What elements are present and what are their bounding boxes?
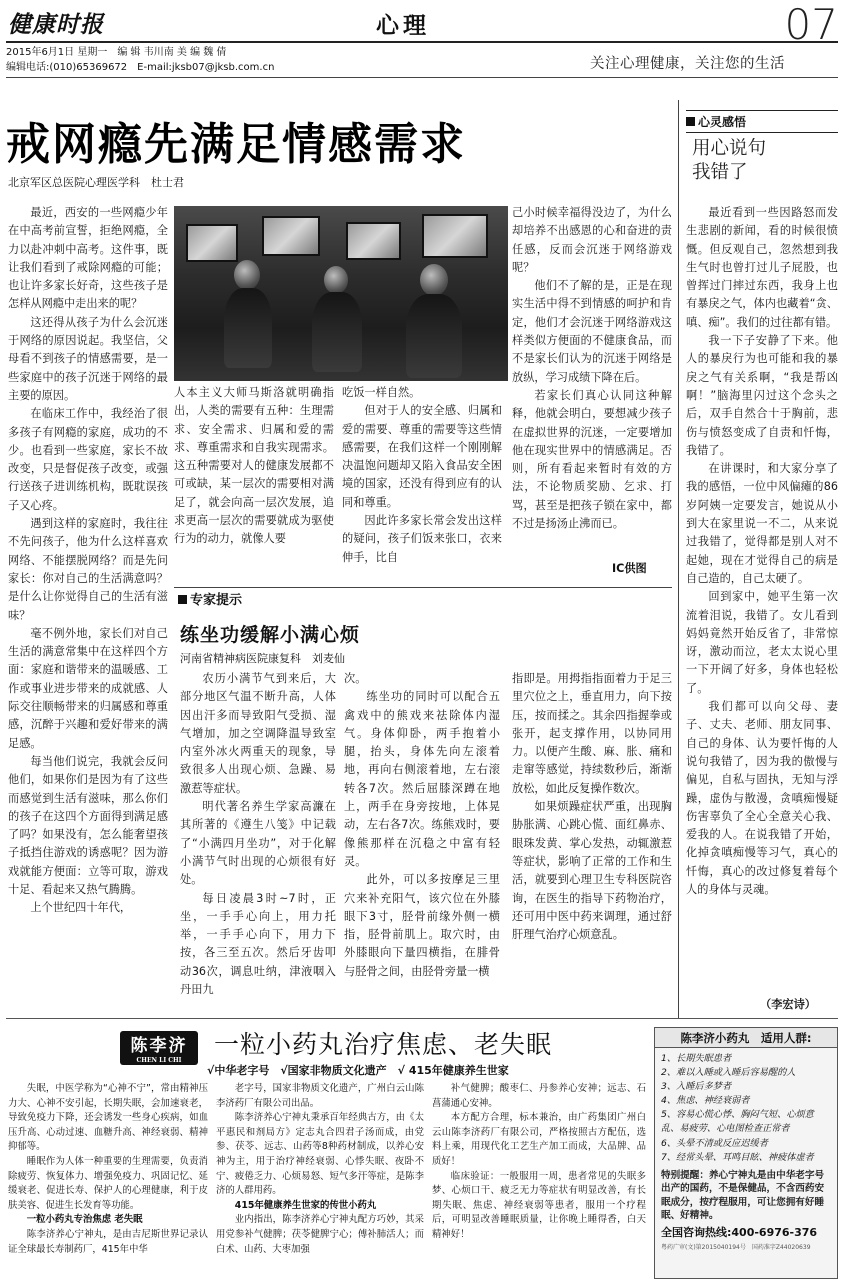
ad-column-1: 失眠，中医学称为“心神不宁”，常由精神压力大、心神不安引起，长期失眠，会加速衰老，导致免疫力下降，还会诱发一些身心疾病，如血压升高、心动过速、血糖升高、神经衰弱、精神抑郁等。 睡眠作为人体一种重要的生理需要，负责消除疲劳、恢复体力、增强免疫力、巩固记忆、延缓衰老、促进长寿、保护人的心理健康，利于皮肤美容、促进生长发育等功能。 一粒小药丸专治焦虑 老失眠 陈李济养心宁神丸，是由吉尼斯世界记录认证全球最长寿制药厂，415年中华 [8,1083,208,1255]
photo-credit: IC供图 [612,562,647,575]
editor-contact: 编辑电话:(010)65369672 E-mail:jksb07@jksb.com.cn [6,62,275,73]
tip-label: 专家提示 [178,589,242,608]
hotline: 全国咨询热线:400-6976-376 [661,1226,818,1240]
sidebar-body: 最近看到一些因路怒而发生悲剧的新闻，看的时候很愤慨。但反观自己，忽然想到我生气时也曾打过儿子屁股，也曾挥过门摔过东西，我身上也有暴戾之气，体内也藏着“贪、嗔、痴”。我们的过往都有错。 我一下子安静了下来。他人的暴戾行为也可能和我的暴戾之气有关系啊，“我是帮凶啊！”脑海里闪过这个念头之后，双手自然合十于胸前，悲伤与愤怒变成了自责和忏悔，我错了。 在讲课时，和大家分享了我的感悟，一位中风偏瘫的86岁阿姨一定要发言，她说从小到大在家里说一不二，从来说过我错了，觉得都是别人对不起她，现在才觉得自己的病是自己造的，自己太硬了。 回到家中，她平生第一次流着泪说，我错了。女儿看到妈妈竟然开始反省了，非常惊讶，激动而泣，老太太说心里一下开阔了好多，身体也轻松了。 我们都可以向父母、妻子、丈夫、老师、朋友同事、自己的身体、认为要忏悔的人说句我错了，因为我的傲慢与偏见，自私与固执，无知与浮躁，虚伪与散漫，贪嗔痴慢疑伤害辜负了全心全意关心我、爱我的人。在说我错了开始，化掉贪嗔痴慢等习气，真心的忏悔，真心的改过修复着每个人的身体与灵魂。 [686,206,838,896]
tip-rule [174,587,672,588]
gaming-photo [174,206,508,381]
sidebar-author: （李宏诗） [760,998,816,1011]
article-column-1: 最近，西安的一些网瘾少年在中高考前宣誓，拒绝网瘾，全力以赴冲刺中高考。这件事，既让我们看到了戒除网瘾的可能；也让许多家长好奇，这些孩子是怎样从网瘾中走出来的呢？ 这还得从孩子为什么会沉迷于网络的原因说起。我坚信，父母看不到孩子的情感需要，是一些家庭中的孩子沉迷于网络的最主要的原因。 在临床工作中，我经治了很多孩子有网瘾的家庭，成功的不少。也看到一些家庭，家长不故改变，只是督促孩子改变，或强行送孩子进训练机构，既耽误孩子又心疼。 遇到这样的家庭时，我往往不先问孩子，他为什么这样喜欢网络、不能摆脱网络？而是先问家长：你对自己的生活满意吗？是什么让你觉得自己的生活有滋味？ 毫不例外地，家长们对自己生活的满意常集中在这样四个方面：家庭和谐带来的温暖感、工作或事业进步带来的成就感、人际交往顺畅带来的归属感和尊重感，沉醉于兴趣和爱好带来的满足感。 每当他们说完，我就会反问他们，如果你们是因为有了这些而感觉到生活有滋味，那么你们的孩子在这四个方面得到满足感了吗？如果没有，怎么能奢望孩子抵挡住游戏的诱惑呢？因为游戏就能方便面：立等可取，游戏十足、看起来又热气腾腾。 上个世纪四十年代， [8,206,168,915]
masthead-rule [6,41,838,43]
page-slogan: 关注心理健康，关注您的生活 [590,56,785,72]
article-column-2: 人本主义大师马斯洛就明确指出，人类的需要有五种：生理需求、安全需求、归属和爱的需求、尊重需求和自我实现需求。这五种需要对人的健康发展都不可或缺，某一层次的需要相对满足了，就会向高一层次发展，追求更高一层次的需要就成为驱使行为的动力，就像人要 [174,386,334,546]
tip-headline: 练坐功缓解小满心烦 [180,624,361,646]
article-column-3: 己小时候幸福得没边了，为什么却培养不出感恩的心和奋进的责任感，反而会沉迷于网络游戏呢？ 他们不了解的是，正是在现实生活中得不到情感的呵护和肯定，他们才会沉迷于网络游戏这样类似方便面的不健康食品，而不是家长们认为的沉迷于网络是放纵，学习成绩下降在后。 若家长们真心认同这种解释，他就会明白，要想减少孩子在虚拟世界的沉迷，一定要增加他在现实世界中的情感满足。否则，所有看起来暂时有效的方法，不论物质奖励、乞求、打骂，甚至是把孩子锁在家中，都不过是扬汤止沸而已。 [512,206,672,531]
ad-column-3: 补气健脾；酸枣仁、丹参养心安神；远志、石菖蒲通心安神。 本方配方合理，标本兼治，由广药集团广州白云山陈李济药厂有限公司，严格按照古方配伍，选料上乘，用现代化工艺生产加工而成，大品牌、品质好！ 临床验证：一般服用一周，患者常见的失眠多梦、心烦口干、疲乏无力等症状有明显改善，有长期失眠、焦虑、神经衰弱等患者，服用一个疗程后，可明显改善睡眠质量，让你晚上睡得香，白天精神好！ [432,1083,646,1240]
issue-info: 2015年6月1日 星期一 编 辑 韦川南 美 编 魏 倩 [6,47,227,58]
ad-box-title: 陈李济小药丸 适用人群: [655,1028,837,1048]
page-number: 07 [784,0,838,49]
article-headline: 戒网瘾先满足情感需求 [6,119,466,170]
tip-column-1: 农历小满节气到来后，大部分地区气温不断升高，人体因出汗多而导致阳气受损、湿气增加，加之空调降温导致室内室外冰火两重天的现象，导致很多人出现心烦、急躁、易激惹等症状。 明代著名养生学家高濂在其所著的《遵生八笺》中记载了“小满四月坐功”，对于化解小满节气时出现的心烦很有好处。 每日凌晨3时~7时，正坐，一手手心向上，用力托举，一手手心向下，用力下按，各三至五次。然后牙齿叩动36次，调息吐纳，津液咽入丹田九 [180,672,336,997]
tip-column-3: 指即是。用拇指指面着力于足三里穴位之上，垂直用力，向下按压，按而揉之。其余四指握拳或张开，起支撑作用，以协同用力。以便产生酸、麻、胀、痛和走窜等感觉，持续数秒后，渐渐放松，如此反复操作数次。 如果烦躁症状严重，出现胸胁胀满、心跳心慌、面红鼻赤、眼珠发黄、掌心发热，动辄激惹等症状，影响了正常的工作和生活，就要到心理卫生专科医院咨询，在医生的指导下药物治疗，还可用中医中药来调理，通过舒肝理气治疗心烦意乱。 [512,672,672,942]
newspaper-logo: 健康时报 [8,11,104,38]
ad-approval: 粤药广审(文)第2015040194号 国药准字Z44020639 [661,1244,811,1252]
sidebar-label: 心灵感悟 [686,110,838,133]
suitable-groups-list: 1、长期失眠患者 2、难以入睡或入睡后容易醒的人 3、入睡后多梦者 4、焦虑、神经衰弱者 5、容易心慌心悸、胸闷气短、心烦意乱、易疲劳、心电图检查正常者 6、头晕不清或反应迟缓者 7、经常头晕、耳鸣目眩、神疲体虚者 [661,1053,814,1163]
sidebar-title: 用心说句 我错了 [692,138,767,183]
masthead-underline [6,77,838,78]
article-byline: 北京军区总医院心理医学科 杜士君 [8,176,184,189]
article-column-2b: 吃饭一样自然。 但对于人的安全感、归属和爱的需要、尊重的需要等这些情感需要，在我们这样一个刚刚解决温饱问题却又陷入食品安全困境的国家，还没有得到应有的认同和尊重。 因此许多家长常会发出这样的疑问，孩子们饭来张口，衣来伸手，比自 [342,386,502,564]
brand-logo: 陈李济 CHEN LI CHI [120,1031,198,1065]
sidebar-divider [678,100,679,1018]
ad-warning: 特别提醒：养心宁神丸是由中华老字号出产的国药，不是保健品，不含西药安眠成分，按疗程服用，可让您拥有好睡眠、好精神。 [661,1169,825,1221]
ad-column-2: 老字号，国家非物质文化遗产，广州白云山陈李济药厂有限公司出品。 陈李济养心宁神丸秉承百年经典古方，由《太平惠民和剂局方》定志丸合四君子汤而成，由党参、茯苓、远志、山药等8种药材制成，以养心安神为主，用于治疗神经衰弱、心悸失眠、夜卧不宁、疲倦乏力、心烦易怒、短气多汗等症，是陈李济的人群用药。 415年健康养生世家的传世小药丸 业内指出，陈李济养心宁神丸配方巧妙，其采用党参补气健脾；茯苓健脾宁心；傅补肺活人；而白术、山药、大枣加强 [216,1083,424,1255]
tip-column-2: 次。 练坐功的同时可以配合五禽戏中的熊戏来祛除体内湿气。身体仰卧，两手抱着小腿，抬头，身体先向左滚着地，再向右侧滚着地，左右滚转各7次。然后屈膝深蹲在地上，两手在身旁按地，上体晃动，左右各7次。练熊戏时，要像熊那样在沉稳之中富有轻灵。 此外，可以多按摩足三里穴来补充阳气，该穴位在外膝眼下3寸，胫骨前缘外侧一横指，胫骨前肌上。取穴时，由外膝眼向下量四横指，在腓骨与胫骨之间，由胫骨旁量一横 [344,672,500,978]
ad-headline: 一粒小药丸治疗焦虑、老失眠 [214,1030,553,1059]
tip-byline: 河南省精神病医院康复科 刘麦仙 [180,652,345,665]
ad-info-box [654,1027,838,1279]
ad-tags: √中华老字号 √国家非物质文化遗产 √ 415年健康养生世家 [207,1064,509,1077]
section-title: 心理 [376,13,430,39]
